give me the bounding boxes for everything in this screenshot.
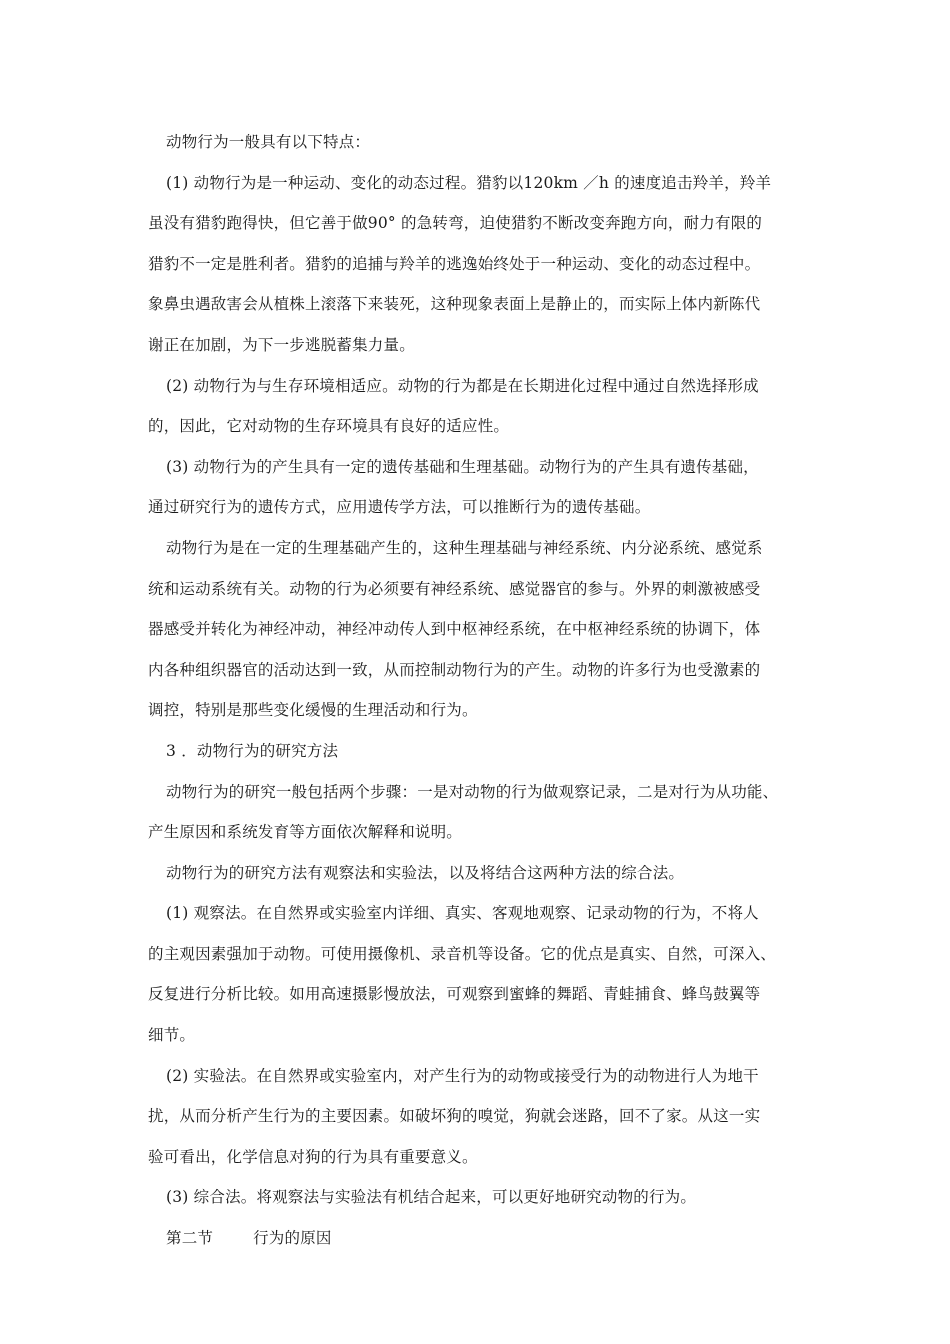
- paragraph-line: 统和运动系统有关。动物的行为必须要有神经系统、感觉器官的参与。外界的刺激被感受: [148, 579, 761, 598]
- paragraph-line: (3) 动物行为的产生具有一定的遗传基础和生理基础。动物行为的产生具有遗传基础，: [166, 457, 759, 476]
- section-subheading: 3 ．动物行为的研究方法: [166, 741, 339, 760]
- paragraph-line: (2) 实验法。在自然界或实验室内，对产生行为的动物或接受行为的动物进行人为地干: [166, 1066, 759, 1085]
- paragraph-line: 调控，特别是那些变化缓慢的生理活动和行为。: [148, 701, 478, 720]
- paragraph-line: 细节。: [148, 1026, 196, 1045]
- paragraph-line: 谢正在加剧，为下一步逃脱蓄集力量。: [148, 335, 415, 354]
- paragraph-line: 扰，从而分析产生行为的主要因素。如破坏狗的嗅觉，狗就会迷路，回不了家。从这一实: [148, 1107, 761, 1126]
- section-heading-number: 第二节: [166, 1229, 214, 1248]
- paragraph-line: 通过研究行为的遗传方式，应用遗传学方法，可以推断行为的遗传基础。: [148, 498, 651, 517]
- paragraph-line: (2) 动物行为与生存环境相适应。动物的行为都是在长期进化过程中通过自然选择形成: [166, 376, 759, 395]
- paragraph-line: (3) 综合法。将观察法与实验法有机结合起来，可以更好地研究动物的行为。: [166, 1188, 697, 1207]
- paragraph-line: 虽没有猎豹跑得快，但它善于做90° 的急转弯，迫使猎豹不断改变奔跑方向，耐力有限的: [148, 214, 763, 233]
- document-body: [148, 122, 810, 1259]
- paragraph-line: 动物行为一般具有以下特点：: [166, 133, 371, 151]
- paragraph-line: (1) 观察法。在自然界或实验室内详细、真实、客观地观察、记录动物的行为，不将人: [166, 904, 759, 923]
- paragraph-line: 动物行为的研究方法有观察法和实验法，以及将结合这两种方法的综合法。: [166, 863, 685, 882]
- paragraph-line: 内各种组织器官的活动达到一致，从而控制动物行为的产生。动物的许多行为也受激素的: [148, 660, 761, 679]
- paragraph-line: 猎豹不一定是胜利者。猎豹的追捕与羚羊的逃逸始终处于一种运动、变化的动态过程中。: [148, 254, 761, 273]
- paragraph-line: 验可看出，化学信息对狗的行为具有重要意义。: [148, 1147, 478, 1166]
- paragraph-line: 反复进行分析比较。如用高速摄影慢放法，可观察到蜜蜂的舞蹈、青蛙捕食、蜂鸟鼓翼等: [148, 985, 761, 1004]
- paragraph-line: 的主观因素强加于动物。可使用摄像机、录音机等设备。它的优点是真实、自然，可深入、: [148, 944, 777, 963]
- paragraph-line: 动物行为是在一定的生理基础产生的，这种生理基础与神经系统、内分泌系统、感觉系: [166, 538, 763, 557]
- section-heading: [148, 1218, 810, 1259]
- paragraph-line: 的，因此，它对动物的生存环境具有良好的适应性。: [148, 417, 510, 436]
- section-heading-title: 行为的原因: [253, 1229, 332, 1248]
- paragraph-line: (1) 动物行为是一种运动、变化的动态过程。猎豹以120km ／h 的速度追击羚羊，羚羊: [166, 173, 772, 192]
- paragraph-line: 器感受并转化为神经冲动，神经冲动传人到中枢神经系统，在中枢神经系统的协调下，体: [148, 620, 761, 639]
- paragraph-line: 产生原因和系统发育等方面依次解释和说明。: [148, 823, 463, 842]
- paragraph-line: 象鼻虫遇敌害会从植株上滚落下来装死，这种现象表面上是静止的，而实际上体内新陈代: [148, 295, 761, 314]
- paragraph-line: 动物行为的研究一般包括两个步骤：一是对动物的行为做观察记录，二是对行为从功能、: [166, 782, 779, 801]
